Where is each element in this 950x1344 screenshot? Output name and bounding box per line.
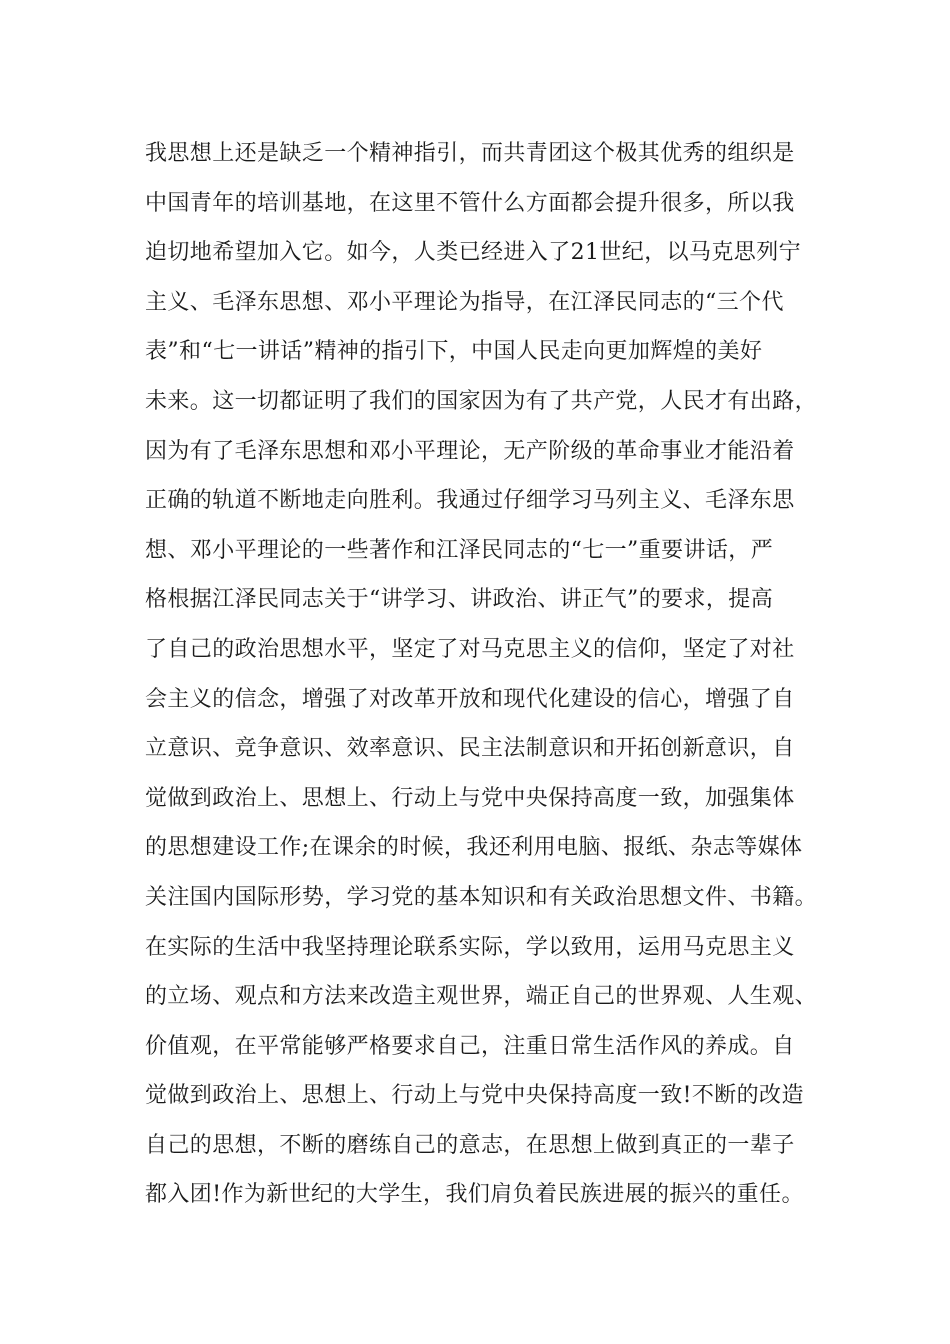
text-line: 我思想上还是缺乏一个精神指引，而共青团这个极其优秀的组织是 — [145, 141, 795, 166]
text-line: 想、邓小平理论的一些著作和江泽民同志的“七一”重要讲话，严 — [145, 537, 774, 563]
text-line: 立意识、竞争意识、效率意识、民主法制意识和开拓创新意识，自 — [145, 736, 795, 762]
text-line: 的思想建设工作;在课余的时候，我还利用电脑、报纸、杂志等媒体 — [145, 835, 803, 861]
text-line: 觉做到政治上、思想上、行动上与党中央保持高度一致!不断的改造 — [145, 1083, 804, 1109]
text-line: 自己的思想，不断的磨练自己的意志，在思想上做到真正的一辈子 — [145, 1132, 795, 1158]
text-line: 正确的轨道不断地走向胜利。我通过仔细学习马列主义、毛泽东思 — [145, 488, 795, 514]
text-line: 关注国内国际形势，学习党的基本知识和有关政治思想文件、书籍。 — [145, 884, 818, 910]
text-line: 迫切地希望加入它。如今，人类已经进入了21世纪，以马克思列宁 — [145, 240, 801, 266]
text-line: 的立场、观点和方法来改造主观世界，端正自己的世界观、人生观、 — [145, 984, 818, 1010]
body-text — [145, 129, 845, 1220]
text-line: 中国青年的培训基地，在这里不管什么方面都会提升很多，所以我 — [145, 190, 795, 216]
text-line: 觉做到政治上、思想上、行动上与党中央保持高度一致，加强集体 — [145, 785, 795, 811]
text-line: 都入团!作为新世纪的大学生，我们肩负着民族进展的振兴的重任。 — [145, 1182, 804, 1208]
text-line: 会主义的信念，增强了对改革开放和现代化建设的信心，增强了自 — [145, 686, 795, 712]
text-line: 主义、毛泽东思想、邓小平理论为指导，在江泽民同志的“三个代 — [145, 289, 784, 315]
text-line: 未来。这一切都证明了我们的国家因为有了共产党，人民才有出路， — [145, 388, 818, 414]
text-line: 因为有了毛泽东思想和邓小平理论，无产阶级的革命事业才能沿着 — [145, 438, 795, 464]
text-line: 格根据江泽民同志关于“讲学习、讲政治、讲正气”的要求，提高 — [145, 587, 774, 613]
text-line: 在实际的生活中我坚持理论联系实际，学以致用，运用马克思主义 — [145, 934, 795, 960]
text-line: 价值观，在平常能够严格要求自己，注重日常生活作风的养成。自 — [145, 1033, 795, 1059]
text-line: 了自己的政治思想水平，坚定了对马克思主义的信仰，坚定了对社 — [145, 636, 795, 662]
text-line: 表”和“七一讲话”精神的指引下，中国人民走向更加辉煌的美好 — [145, 339, 763, 365]
